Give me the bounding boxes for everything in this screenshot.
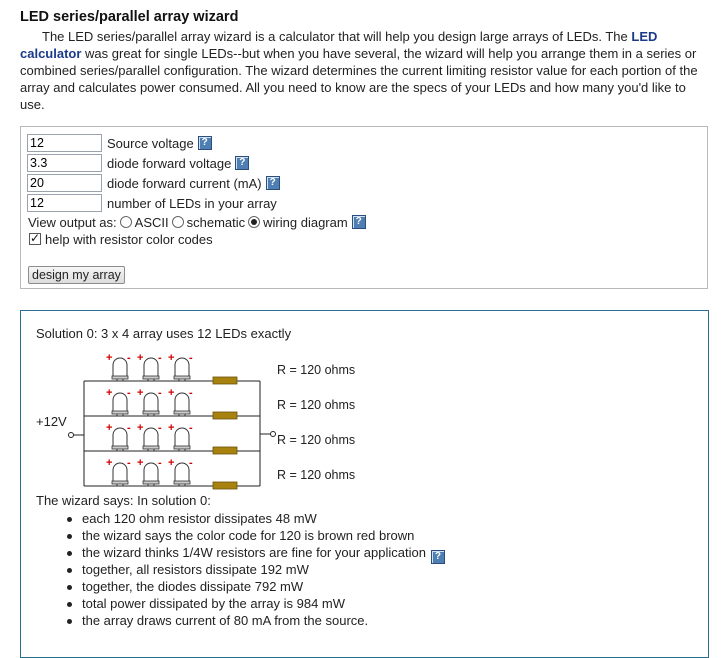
list-item: [36, 510, 445, 527]
forward-current-input[interactable]: [27, 174, 102, 192]
help-icon[interactable]: ?: [431, 550, 445, 564]
minus-sign: -: [189, 457, 193, 469]
led-icon: [143, 428, 159, 451]
minus-sign: -: [158, 352, 162, 364]
led-icon: [112, 393, 128, 416]
led-icon: [174, 463, 190, 486]
output-format-row: [28, 213, 366, 231]
radio-ascii-label: ASCII: [134, 214, 169, 230]
plus-sign: +: [137, 387, 144, 399]
intro-text-2: was great for single LEDs--but when you have several, the wizard will help you arrange them in a series or combined series/parallel configuration. The wizard determines the current limiting resistor value for each portion of the array and calculates power consumed. All you need to know are the specs of your LEDs and how many you'd like to use.: [20, 46, 698, 112]
minus-sign: -: [127, 457, 131, 469]
wizard-list: [36, 510, 445, 629]
minus-sign: -: [158, 457, 162, 469]
minus-sign: -: [189, 387, 193, 399]
led-icon: [112, 463, 128, 486]
design-array-button[interactable]: design my array: [28, 266, 125, 284]
list-item: [36, 561, 445, 578]
source-voltage-label: Source voltage: [107, 135, 194, 151]
plus-sign: +: [106, 352, 113, 364]
forward-current-label: diode forward current (mA): [107, 175, 262, 191]
led-icon: [174, 358, 190, 381]
plus-sign: +: [137, 352, 144, 364]
help-icon[interactable]: ?: [352, 215, 366, 229]
plus-sign: +: [168, 352, 175, 364]
output-terminal: [271, 432, 276, 437]
plus-sign: +: [106, 387, 113, 399]
wizard-item-text: the array draws current of 80 mA from the source.: [82, 613, 369, 628]
led-icon: [112, 428, 128, 451]
led-calculator-link[interactable]: LED calculator: [20, 29, 658, 61]
minus-sign: -: [127, 352, 131, 364]
page-title: LED series/parallel array wizard: [20, 9, 239, 25]
led-count-label: number of LEDs in your array: [107, 195, 277, 211]
list-item: [36, 612, 445, 629]
resistor-icon: [213, 412, 237, 419]
minus-sign: -: [158, 387, 162, 399]
resistor-icon: [213, 482, 237, 489]
resistor-label: R = 120 ohms: [277, 363, 356, 377]
led-icon: [143, 463, 159, 486]
color-codes-checkbox[interactable]: [29, 233, 41, 245]
wizard-item-text: together, all resistors dissipate 192 mW: [82, 562, 309, 577]
plus-sign: +: [106, 422, 113, 434]
forward-voltage-label: diode forward voltage: [107, 155, 232, 171]
list-item: [36, 595, 445, 612]
radio-schematic-label: schematic: [186, 214, 246, 230]
resistor-label: R = 120 ohms: [277, 433, 356, 447]
plus-sign: +: [168, 422, 175, 434]
led-icon: [143, 358, 159, 381]
wizard-form: [20, 126, 708, 289]
resistor-icon: [213, 377, 237, 384]
forward-current-row: [27, 174, 280, 192]
minus-sign: -: [189, 422, 193, 434]
resistor-icon: [213, 447, 237, 454]
list-item: [36, 527, 445, 544]
led-icon: [143, 393, 159, 416]
forward-voltage-input[interactable]: [27, 154, 102, 172]
resistor-label: R = 120 ohms: [277, 398, 356, 412]
led-icon: [174, 393, 190, 416]
list-item: [36, 544, 445, 561]
view-output-label: View output as:: [28, 214, 117, 230]
radio-ascii[interactable]: [120, 216, 132, 228]
minus-sign: -: [158, 422, 162, 434]
led-count-row: [27, 194, 277, 212]
led-icon: [112, 358, 128, 381]
wiring-diagram: [21, 311, 708, 501]
intro-text-1: The LED series/parallel array wizard is a calculator that will help you design large arrays of LEDs. The: [42, 29, 632, 44]
intro-paragraph: [20, 28, 700, 113]
minus-sign: -: [127, 422, 131, 434]
help-icon[interactable]: ?: [198, 136, 212, 150]
wizard-item-text: each 120 ohm resistor dissipates 48 mW: [82, 511, 317, 526]
solution-title: Solution 0: 3 x 4 array uses 12 LEDs exactly: [36, 326, 292, 341]
voltage-label: +12V: [36, 414, 67, 429]
wizard-item-text: together, the diodes dissipate 792 mW: [82, 579, 304, 594]
color-codes-row: [29, 230, 213, 248]
source-voltage-input[interactable]: [27, 134, 102, 152]
input-terminal: [69, 433, 74, 438]
minus-sign: -: [127, 387, 131, 399]
result-panel: [20, 310, 709, 658]
forward-voltage-row: [27, 154, 249, 172]
plus-sign: +: [168, 387, 175, 399]
resistor-label: R = 120 ohms: [277, 468, 356, 482]
radio-schematic[interactable]: [172, 216, 184, 228]
source-voltage-row: [27, 134, 212, 152]
wizard-item-text: the wizard thinks 1/4W resistors are fine for your application: [82, 545, 426, 560]
radio-wiring-diagram[interactable]: [248, 216, 260, 228]
plus-sign: +: [137, 457, 144, 469]
wizard-item-text: total power dissipated by the array is 984 mW: [82, 596, 346, 611]
led-icon: [174, 428, 190, 451]
plus-sign: +: [137, 422, 144, 434]
led-count-input[interactable]: [27, 194, 102, 212]
radio-wiring-diagram-label: wiring diagram: [263, 214, 348, 230]
minus-sign: -: [189, 352, 193, 364]
list-item: [36, 578, 445, 595]
wizard-item-text: the wizard says the color code for 120 is brown red brown: [82, 528, 415, 543]
plus-sign: +: [106, 457, 113, 469]
wizard-intro: The wizard says: In solution 0:: [36, 493, 211, 508]
color-codes-label: help with resistor color codes: [45, 231, 213, 247]
plus-sign: +: [168, 457, 175, 469]
help-icon[interactable]: ?: [266, 176, 280, 190]
help-icon[interactable]: ?: [235, 156, 249, 170]
